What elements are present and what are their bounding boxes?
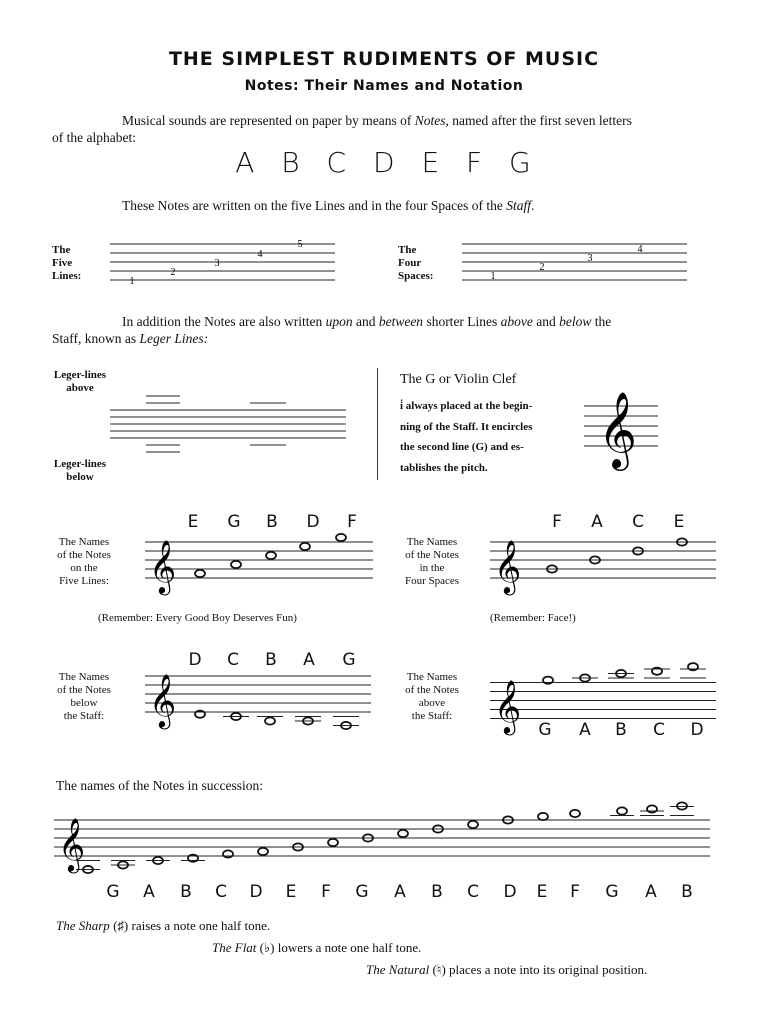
- five-lines-label: [52, 244, 81, 283]
- leger-text: In addition the Notes are also written: [122, 314, 326, 329]
- page-subtitle: Notes: Their Names and Notation: [244, 78, 524, 94]
- flat-term: The Flat: [212, 940, 257, 955]
- clef-line: tablishes the pitch.: [400, 461, 488, 474]
- clef-line: ning of the Staff. It encircles: [400, 420, 533, 433]
- note-letter: A: [591, 512, 603, 532]
- label-line: Leger-lines: [53, 458, 107, 470]
- note-letter: D: [690, 720, 704, 740]
- staff-intro-end: .: [531, 198, 535, 213]
- staff-word: Staff: [506, 198, 532, 213]
- clef-line: i̇ always placed at the begin-: [400, 400, 533, 412]
- five-lines-staff: [110, 236, 340, 296]
- staff-intro: [122, 197, 722, 214]
- succession-staff: [54, 808, 714, 874]
- note-letter: D: [249, 882, 263, 902]
- treble-clef-icon: 𝄞: [58, 817, 86, 871]
- line-number: 5: [297, 239, 303, 250]
- spaces-letters: [0, 512, 768, 534]
- above-letters: [0, 720, 768, 742]
- staff-intro-text: These Notes are written on the five Lines and in the four Spaces of the: [122, 198, 507, 213]
- label-line: Leger-lines: [53, 369, 107, 381]
- leger-below-label: [48, 458, 112, 484]
- intro-text-3: of the alphabet:: [52, 130, 136, 145]
- lines-mnemonic: (Remember: Every Good Boy Deserves Fun): [98, 612, 297, 624]
- note-letter: A: [394, 882, 406, 902]
- leger-text: the: [591, 314, 612, 329]
- spaces-staff: [490, 534, 720, 593]
- label-line: The: [52, 244, 71, 256]
- note-letter: B: [180, 882, 192, 902]
- space-number: 3: [587, 253, 593, 264]
- leger-text: and: [532, 314, 560, 329]
- natural-icon: (♮): [432, 962, 446, 977]
- leger-intro: [52, 313, 712, 347]
- treble-clef-icon: 𝄞: [494, 539, 522, 593]
- clef-line: the second line (G) and es-: [400, 441, 524, 453]
- label-line: above: [418, 697, 446, 709]
- label-line: of the Notes: [57, 684, 111, 696]
- space-number: 4: [637, 244, 643, 255]
- above-notes-label: [396, 671, 468, 723]
- note-letter: B: [681, 882, 693, 902]
- note-letter: C: [215, 882, 227, 902]
- leger-above-label: [48, 369, 112, 395]
- label-line: The Names: [58, 671, 110, 683]
- note-letter: F: [321, 882, 331, 902]
- note-letter: G: [227, 512, 241, 532]
- label-line: above: [66, 382, 94, 394]
- label-line: Five Lines:: [59, 575, 109, 587]
- note-letter: F: [570, 882, 580, 902]
- label-line: of the Notes: [405, 549, 459, 561]
- below-notes-label: [48, 671, 120, 723]
- note-letter: D: [306, 512, 320, 532]
- label-line: on the: [70, 562, 98, 574]
- spaces-notes-label: [396, 536, 468, 588]
- note-letter: B: [266, 512, 278, 532]
- sharp-icon: (♯): [113, 918, 129, 933]
- note-letter: C: [653, 720, 665, 740]
- note-letter: E: [536, 882, 548, 902]
- intro-text-1: Musical sounds are represented on paper by means of: [122, 113, 415, 128]
- above-staff: [490, 660, 720, 733]
- leger-text: and: [352, 314, 379, 329]
- label-line: below: [66, 471, 94, 483]
- four-spaces-staff: [462, 236, 692, 296]
- label-line: the Staff:: [63, 710, 105, 722]
- note-letter: D: [188, 650, 202, 670]
- leger-between: between: [378, 314, 424, 329]
- sharp-term: The Sharp: [56, 918, 110, 933]
- leger-below-word: below: [559, 314, 592, 329]
- sharp-text: raises a note one half tone.: [128, 918, 271, 933]
- leger-upon: upon: [325, 314, 353, 329]
- label-line: The Names: [58, 536, 110, 548]
- leger-above-word: above: [500, 314, 533, 329]
- intro-paragraph: [52, 112, 712, 146]
- violin-clef-staff: [584, 392, 664, 468]
- lines-staff: [145, 534, 375, 593]
- note-letter: A: [303, 650, 315, 670]
- treble-clef-icon: 𝄞: [494, 679, 522, 733]
- note-letter: E: [285, 882, 297, 902]
- note-letter: C: [227, 650, 239, 670]
- label-line: Five: [52, 257, 73, 269]
- note-letter: F: [347, 512, 357, 532]
- label-line: of the Notes: [57, 549, 111, 561]
- succession-heading: The names of the Notes in succession:: [56, 778, 263, 793]
- note-letter: G: [538, 720, 552, 740]
- note-letter: B: [265, 650, 277, 670]
- label-line: in the: [419, 562, 445, 574]
- note-letter: A: [143, 882, 155, 902]
- note-letter: G: [106, 882, 120, 902]
- line-number: 4: [257, 249, 263, 260]
- page-title: THE SIMPLEST RUDIMENTS OF MUSIC: [168, 48, 600, 70]
- clef-description: [400, 396, 532, 478]
- note-letter: G: [342, 650, 356, 670]
- label-line: The Names: [406, 536, 458, 548]
- note-letter: A: [579, 720, 591, 740]
- intro-text-2: , named after the first seven letters: [445, 113, 632, 128]
- note-letter: D: [503, 882, 517, 902]
- label-line: below: [70, 697, 98, 709]
- note-letter: E: [673, 512, 685, 532]
- natural-definition: [366, 962, 647, 978]
- label-line: Four: [398, 257, 422, 269]
- label-line: The: [398, 244, 417, 256]
- alphabet-letters: A B C D E F G: [235, 146, 533, 179]
- spaces-mnemonic: (Remember: Face!): [490, 612, 576, 624]
- treble-clef-icon: 𝄞: [149, 673, 177, 727]
- label-line: Four Spaces: [404, 575, 460, 587]
- label-line: The Names: [406, 671, 458, 683]
- note-letter: G: [355, 882, 369, 902]
- natural-text: places a note into its original position.: [445, 962, 648, 977]
- sharp-definition: [56, 918, 270, 934]
- leger-lines-staff: [110, 392, 350, 454]
- note-letter: G: [605, 882, 619, 902]
- note-letter: B: [431, 882, 443, 902]
- line-number: 1: [129, 276, 135, 287]
- vertical-divider: [377, 368, 378, 480]
- note-letter: B: [615, 720, 627, 740]
- leger-text: Staff, known as: [52, 331, 140, 346]
- flat-icon: (♭): [259, 940, 275, 955]
- clef-heading: The G or Violin Clef: [400, 372, 517, 387]
- note-letter: F: [552, 512, 562, 532]
- succession-letters: [0, 882, 768, 904]
- label-line: of the Notes: [405, 684, 459, 696]
- space-number: 2: [539, 262, 545, 273]
- natural-term: The Natural: [366, 962, 430, 977]
- note-letter: E: [187, 512, 199, 532]
- label-line: Spaces:: [398, 270, 434, 282]
- lines-notes-label: [48, 536, 120, 588]
- intro-notes-word: Notes: [414, 113, 446, 128]
- four-spaces-label: [398, 244, 433, 283]
- treble-clef-icon: 𝄞: [598, 391, 638, 468]
- line-number: 3: [214, 258, 220, 269]
- label-line: the Staff:: [411, 710, 453, 722]
- flat-definition: [212, 940, 421, 956]
- label-line: Lines:: [52, 270, 82, 282]
- flat-text: lowers a note one half tone.: [274, 940, 422, 955]
- note-letter: C: [467, 882, 479, 902]
- note-letter: C: [632, 512, 644, 532]
- space-number: 1: [490, 271, 496, 282]
- note-letter: A: [645, 882, 657, 902]
- leger-lines-word: Leger Lines:: [139, 331, 209, 346]
- line-number: 2: [170, 267, 176, 278]
- leger-text: shorter Lines: [423, 314, 501, 329]
- treble-clef-icon: 𝄞: [149, 539, 177, 593]
